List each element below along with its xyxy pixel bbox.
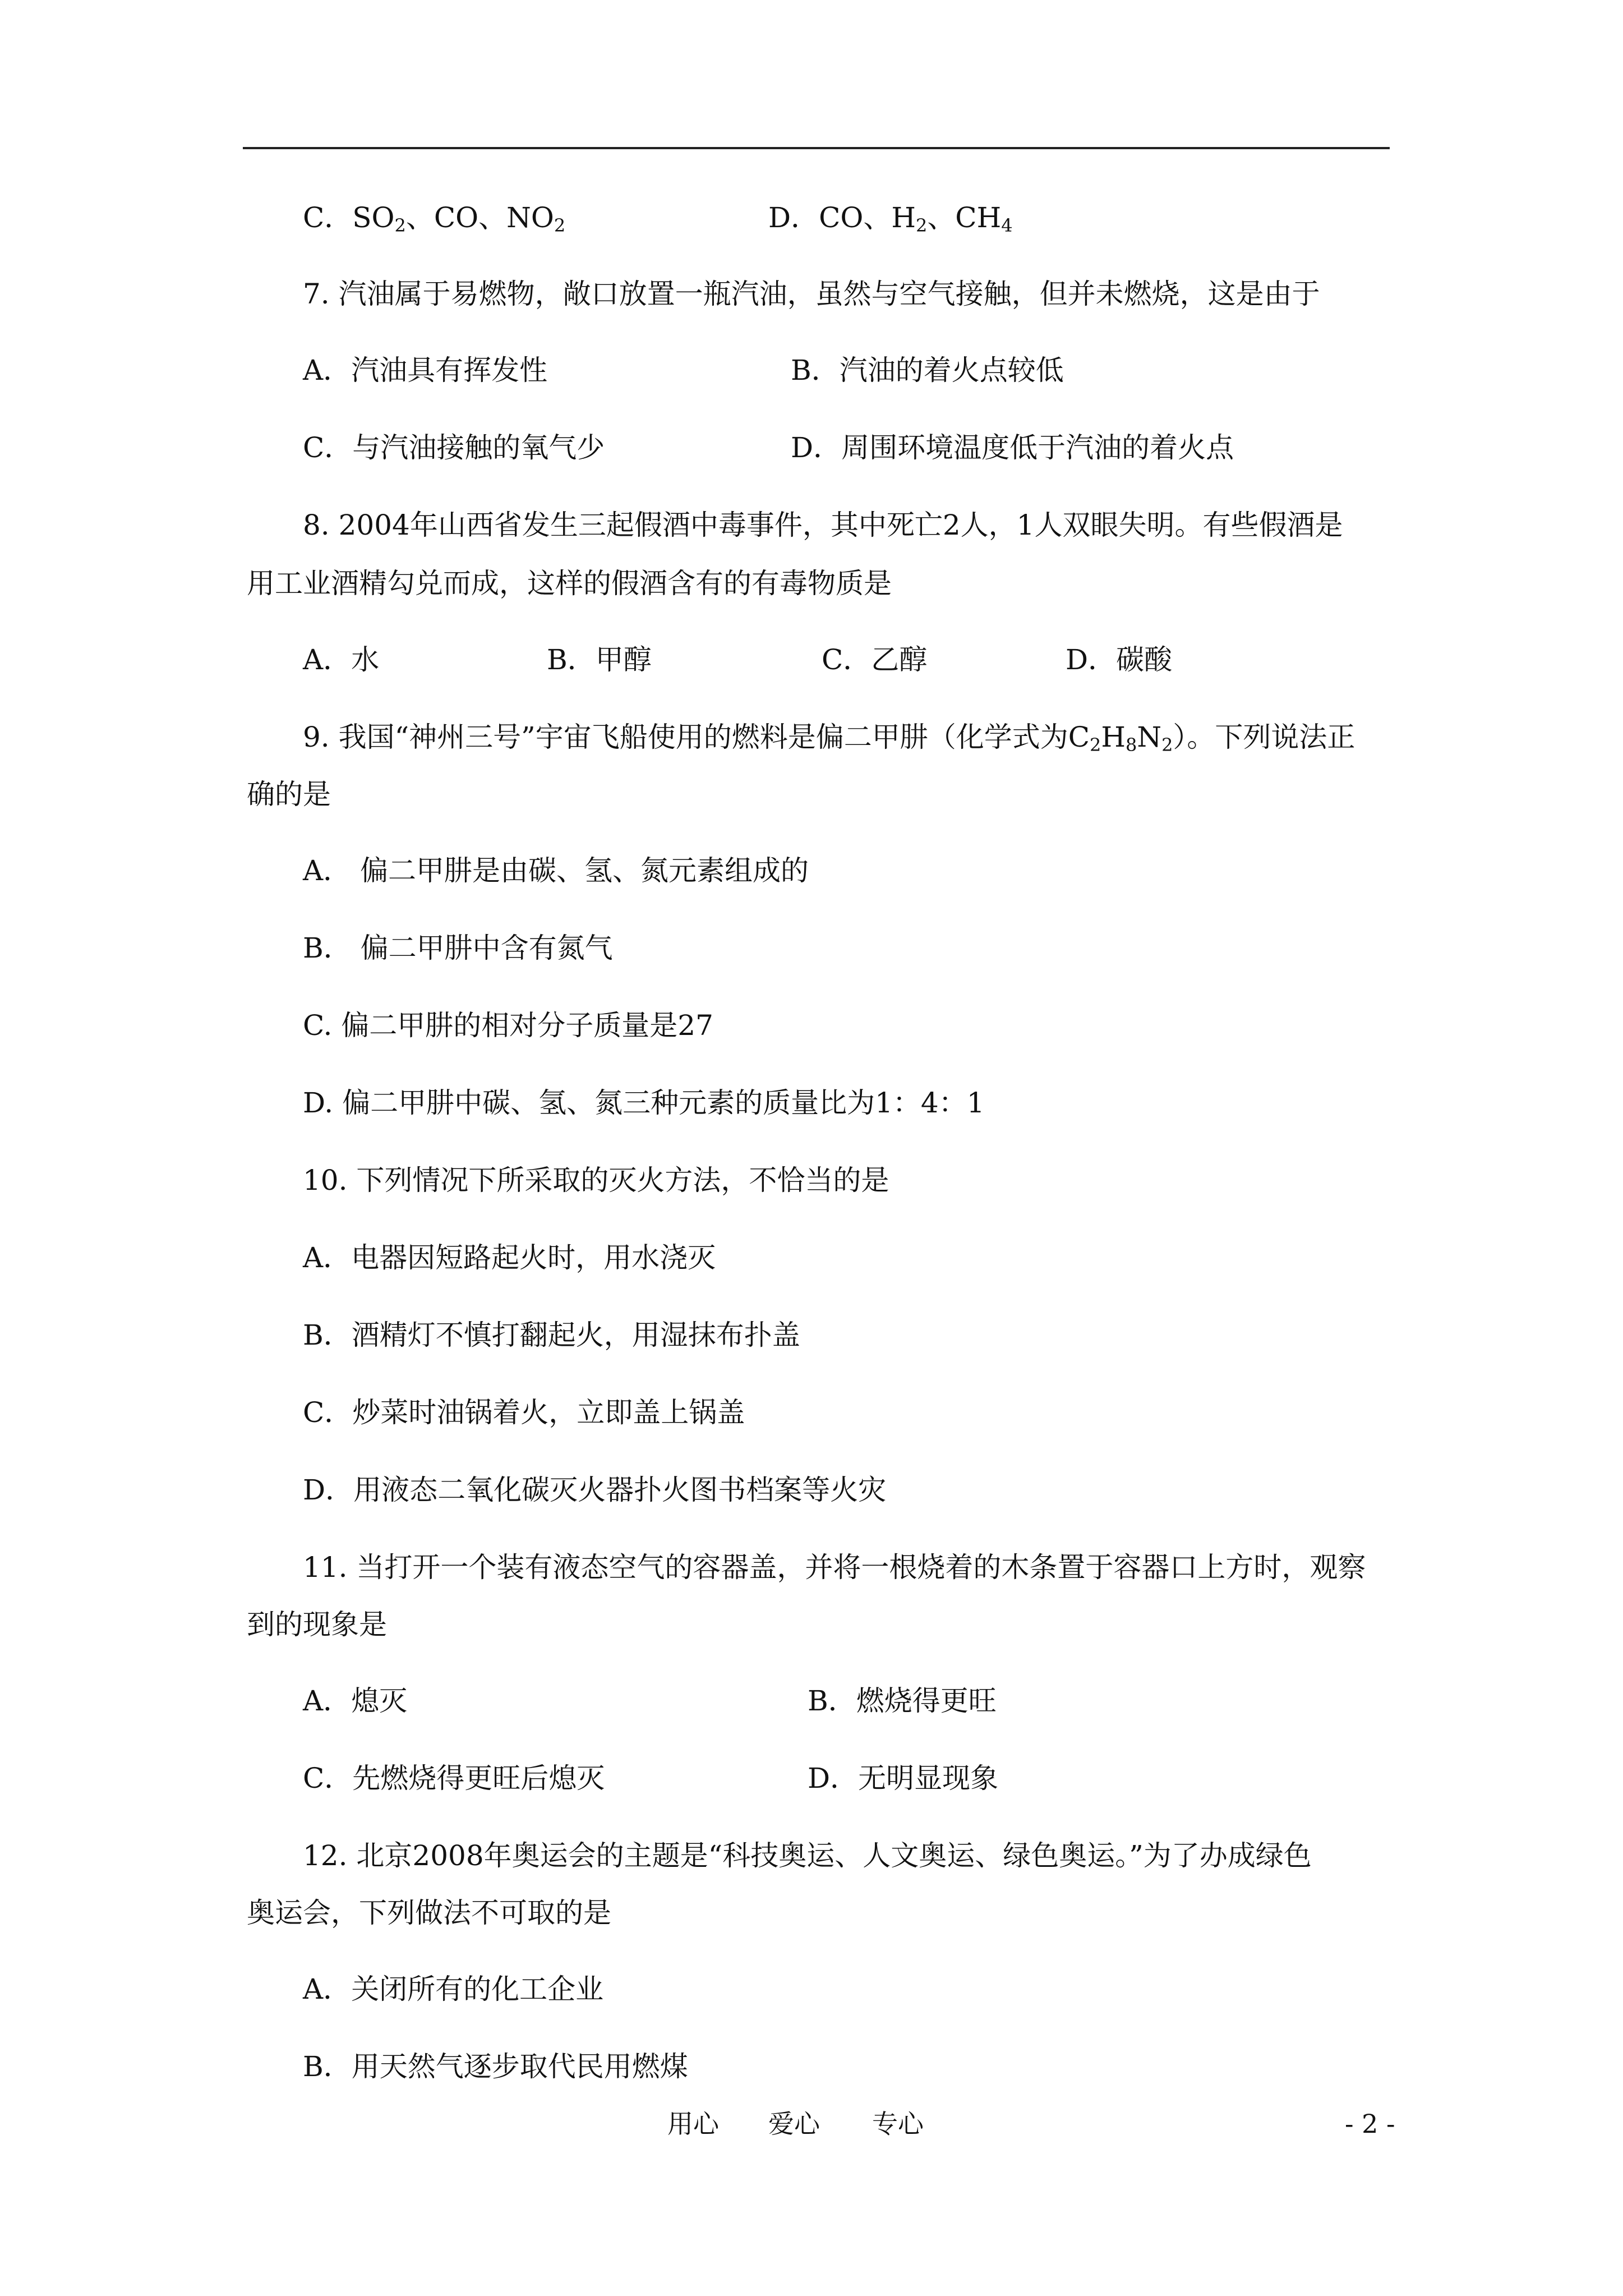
q11-options-row1 [0, 1684, 1623, 1718]
q7-option-c: C．与汽油接触的氧气少 [303, 431, 605, 464]
q12-stem-line2: 奥运会，下列做法不可取的是 [247, 1897, 611, 1929]
q7-options-row1 [0, 353, 1623, 387]
q9-option-d: D. 偏二甲肼中碳、氢、氮三种元素的质量比为1：4：1 [303, 1087, 985, 1119]
q9-option-c: C. 偏二甲肼的相对分子质量是27 [303, 1009, 713, 1042]
q10-option-b: B．酒精灯不慎打翻起火，用湿抹布扑盖 [303, 1319, 800, 1351]
q8-options-row [0, 643, 1623, 677]
q10-option-d: D．用液态二氧化碳灭火器扑火图书档案等火灾 [303, 1474, 887, 1506]
q11-option-c: C．先燃烧得更旺后熄灭 [303, 1762, 605, 1795]
page-number: - 2 - [1345, 2109, 1395, 2139]
q8-option-b: B．甲醇 [547, 643, 652, 676]
q11-option-a: A．熄灭 [303, 1685, 408, 1717]
q11-stem-line1: 11. 当打开一个装有液态空气的容器盖，并将一根烧着的木条置于容器口上方时，观察 [303, 1551, 1366, 1584]
q8-stem-line1: 8. 2004年山西省发生三起假酒中毒事件，其中死亡2人，1人双眼失明。有些假酒是 [303, 509, 1343, 541]
footer-motto-2: 爱心 [768, 2109, 820, 2139]
q8-option-d: D．碳酸 [1066, 643, 1173, 676]
q9-stem-line1: 9. 我国“神州三号”宇宙飞船使用的燃料是偏二甲肼（化学式为$C_2H_8N_2$）。下列说法正 [303, 721, 1355, 756]
q12-option-b: B．用天然气逐步取代民用燃煤 [303, 2050, 688, 2083]
q10-option-a: A．电器因短路起火时，用水浇灭 [303, 1241, 716, 1274]
q8-option-a: A．水 [303, 643, 380, 676]
q7-option-d: D．周围环境温度低于汽油的着火点 [791, 431, 1234, 464]
q11-option-b: B．燃烧得更旺 [808, 1685, 997, 1717]
q6-option-d: D．CO、$H_2$、$CH_4$ [768, 201, 1013, 236]
q12-stem-line1: 12. 北京2008年奥运会的主题是“科技奥运、人文奥运、绿色奥运。”为了办成绿色 [303, 1839, 1312, 1872]
q8-stem-line2: 用工业酒精勾兑而成，这样的假酒含有的有毒物质是 [247, 567, 892, 600]
q9-option-b: B． 偏二甲肼中含有氮气 [303, 932, 613, 964]
footer-motto-3: 专心 [872, 2109, 924, 2139]
q6-options-row [0, 201, 1623, 234]
q10-stem: 10. 下列情况下所采取的灭火方法，不恰当的是 [303, 1164, 889, 1197]
q7-option-b: B．汽油的着火点较低 [791, 354, 1064, 386]
q7-option-a: A．汽油具有挥发性 [303, 354, 548, 386]
q7-options-row2 [0, 431, 1623, 464]
q9-option-a: A． 偏二甲肼是由碳、氢、氮元素组成的 [303, 854, 809, 887]
q12-option-a: A．关闭所有的化工企业 [303, 1973, 604, 2005]
q9-stem-line2: 确的是 [247, 778, 331, 811]
footer-motto-1: 用心 [667, 2109, 719, 2139]
q7-stem: 7. 汽油属于易燃物，敞口放置一瓶汽油，虽然与空气接触，但并未燃烧，这是由于 [303, 278, 1320, 310]
q11-options-row2 [0, 1761, 1623, 1795]
header-rule [243, 147, 1390, 149]
q6-option-c: C．$SO_2$、CO、$NO_2$ [303, 201, 566, 236]
q10-option-c: C．炒菜时油锅着火，立即盖上锅盖 [303, 1396, 745, 1429]
q11-stem-line2: 到的现象是 [247, 1608, 387, 1641]
q8-option-c: C．乙醇 [822, 643, 928, 676]
q11-option-d: D．无明显现象 [808, 1762, 999, 1795]
